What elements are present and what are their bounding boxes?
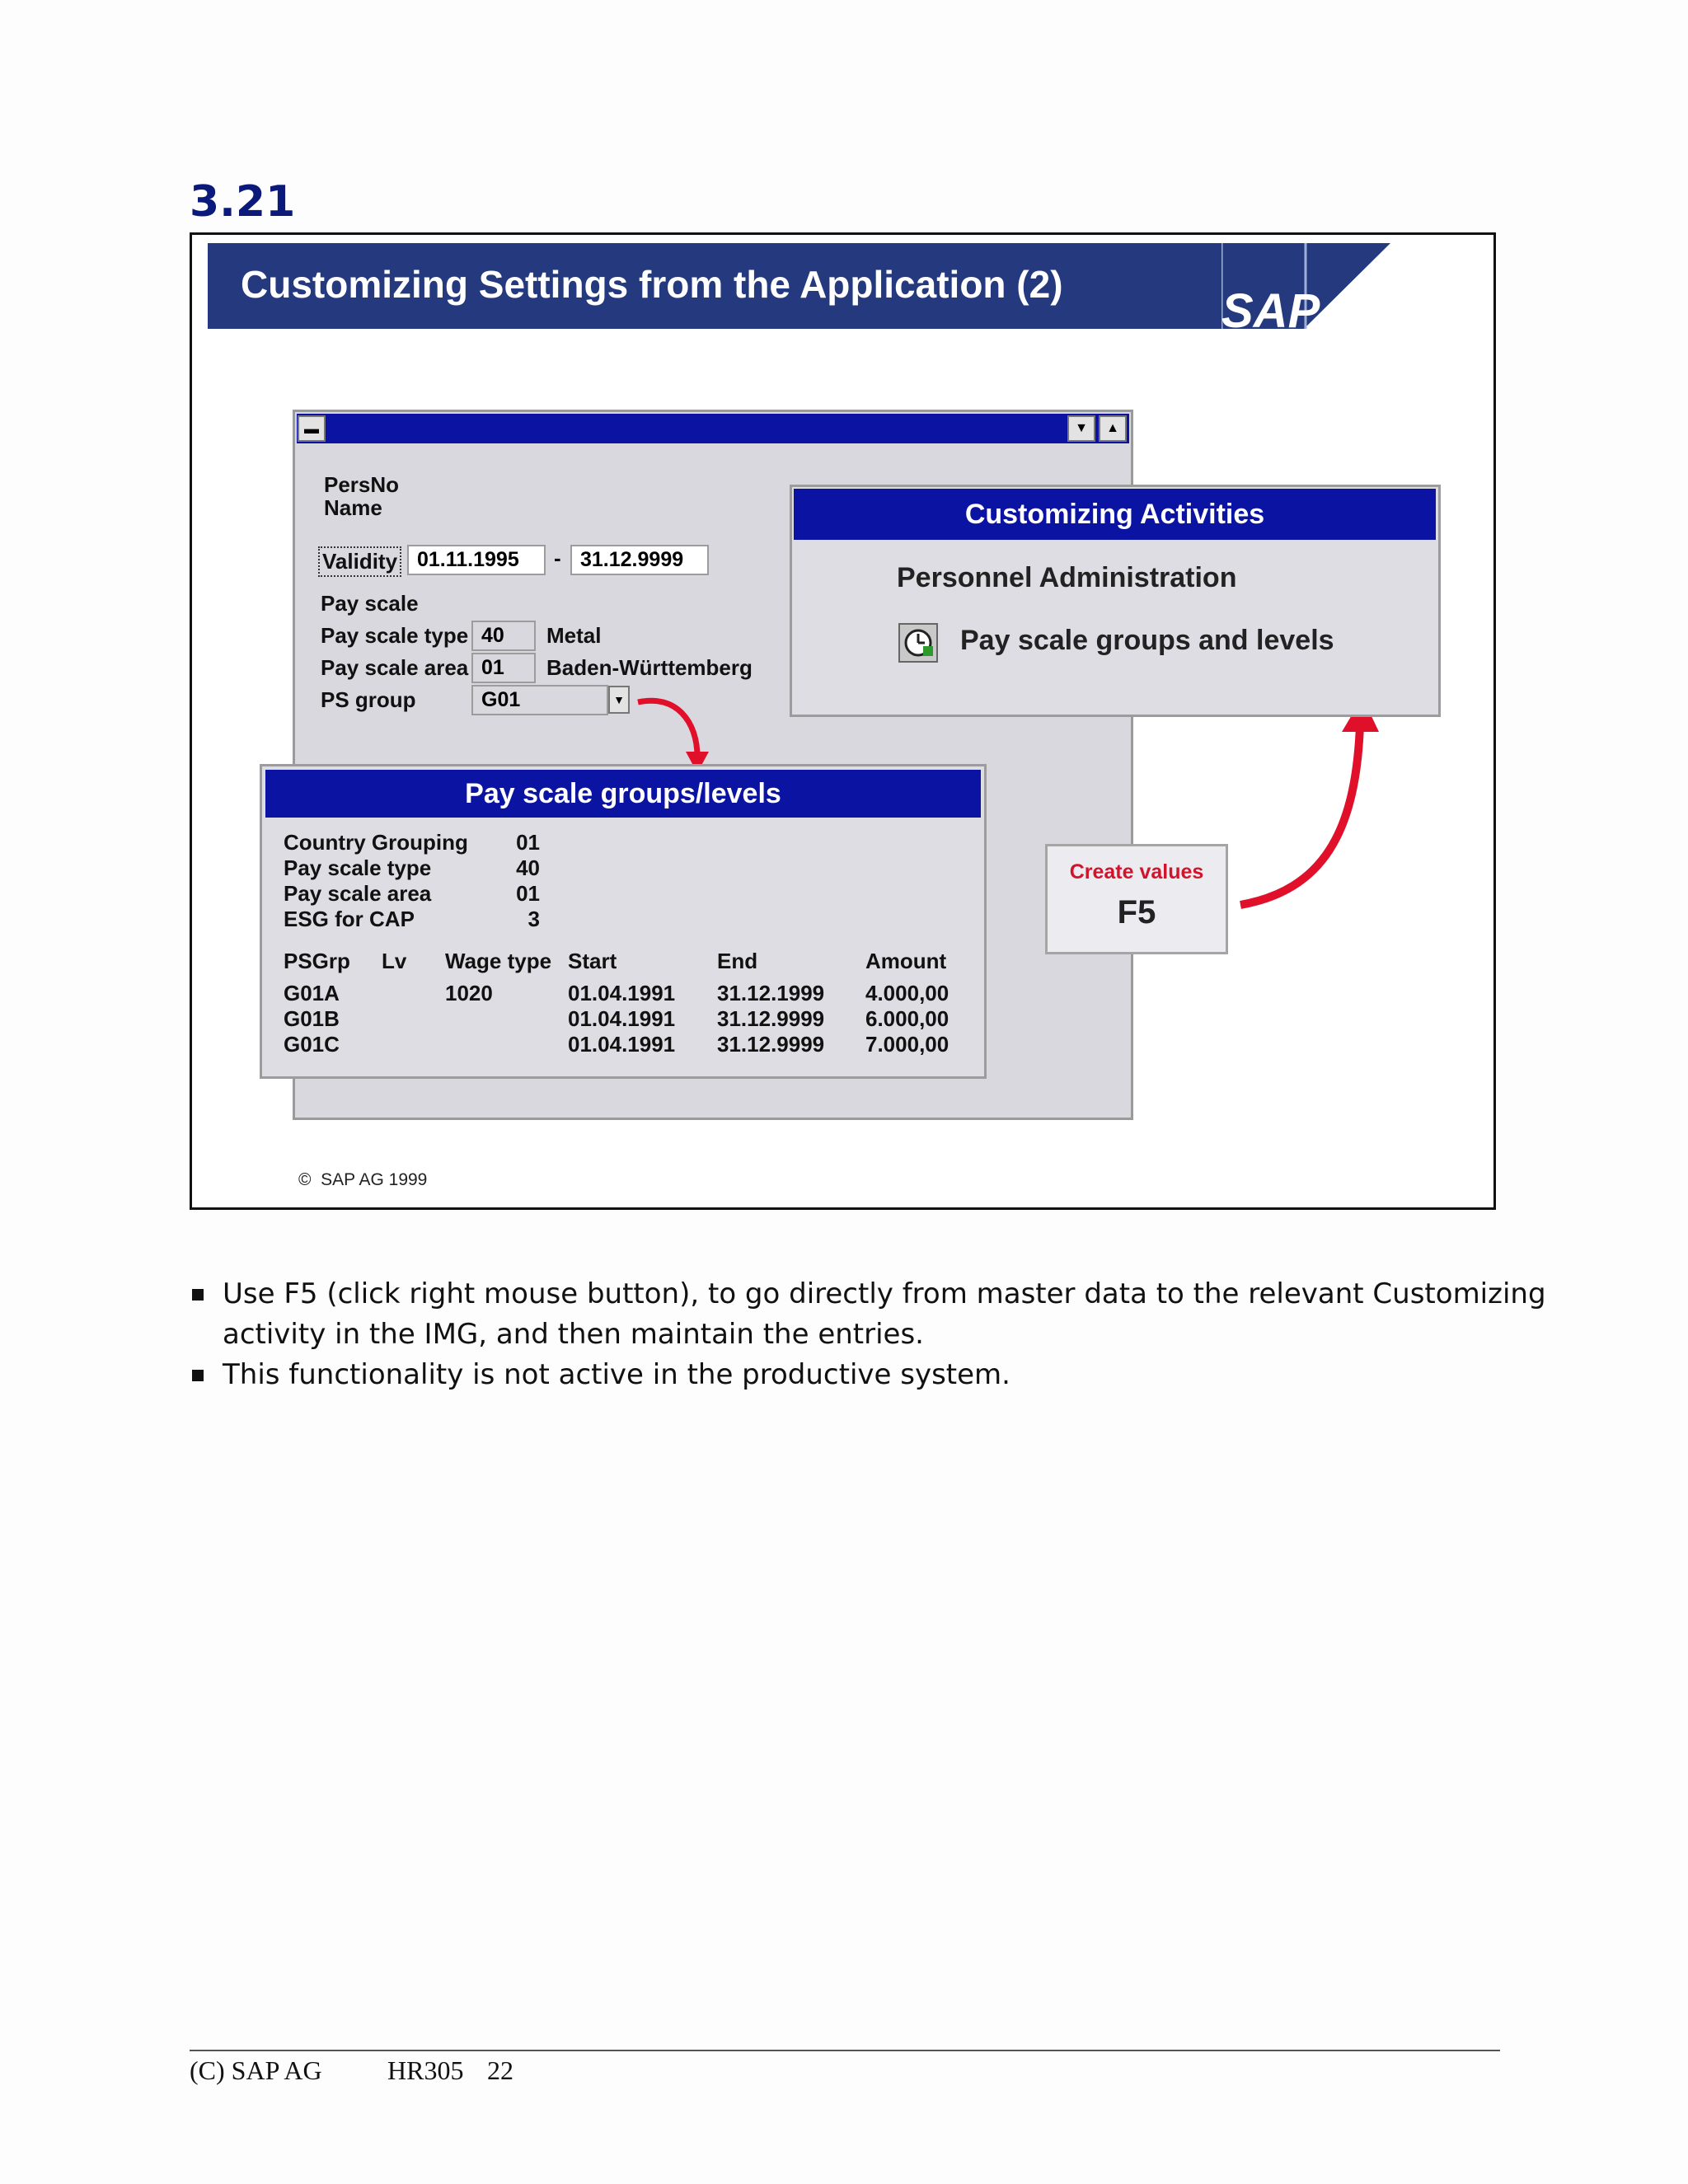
scroll-up-button[interactable]	[1099, 415, 1127, 442]
validity-label: Validity	[318, 546, 401, 577]
valid-to-field[interactable]: 31.12.9999	[570, 545, 709, 575]
pay-scale-area-label: Pay scale area	[321, 655, 469, 680]
minus-icon: ▬	[304, 419, 319, 437]
window-titlebar	[297, 414, 1129, 443]
persno-label: PersNo	[324, 472, 400, 497]
execute-clock-icon[interactable]	[898, 623, 938, 663]
bullet-line: Use F5 (click right mouse button), to go directly from master data to the relevant Customizing	[223, 1277, 1546, 1310]
column-header: End	[717, 949, 758, 973]
pay-scale-area-field[interactable]: 01	[471, 653, 536, 683]
slide-copyright	[298, 1170, 427, 1190]
amount-cell: 7.000,00	[865, 1032, 950, 1057]
triangle-down-icon: ▼	[1075, 421, 1088, 435]
customizing-popup-title: Customizing Activities	[964, 498, 1265, 530]
pay-scale-type-label: Pay scale type	[321, 623, 469, 648]
info-value: 01	[516, 881, 540, 906]
slide-title: Customizing Settings from the Application (2)	[241, 263, 1063, 306]
arrow-to-payscale-popup	[626, 676, 725, 775]
valid-from-field[interactable]: 01.11.1995	[407, 545, 546, 575]
info-label: ESG for CAP	[284, 907, 415, 931]
table-row[interactable]	[284, 981, 959, 1005]
ps-group-label: PS group	[321, 687, 416, 712]
info-value: 40	[516, 855, 540, 880]
f5-key-label: F5	[1117, 894, 1156, 930]
table-row[interactable]	[284, 1006, 959, 1031]
scroll-down-button[interactable]	[1067, 415, 1095, 442]
section-number: 3.21	[190, 177, 296, 227]
ps-group-field[interactable]: G01	[471, 685, 608, 715]
bullet-square	[192, 1370, 204, 1381]
end-cell: 31.12.9999	[717, 1032, 825, 1057]
info-label: Pay scale area	[284, 881, 432, 906]
pay-scale-type-text: Metal	[546, 623, 602, 648]
footer-copyright: (C) SAP AG	[190, 2055, 322, 2085]
wage-type-cell: 1020	[445, 981, 493, 1005]
amount-cell: 4.000,00	[865, 981, 950, 1005]
name-label: Name	[324, 495, 382, 520]
copyright-symbol: ©	[298, 1170, 312, 1189]
start-cell: 01.04.1991	[568, 1006, 676, 1031]
pay-scale-groups-activity[interactable]: Pay scale groups and levels	[960, 625, 1334, 656]
column-header: Start	[568, 949, 617, 973]
start-cell: 01.04.1991	[568, 981, 676, 1005]
footer-page-number: 22	[487, 2055, 513, 2085]
bullet-text	[223, 1274, 1546, 1355]
pay-scale-area-text: Baden-Württemberg	[546, 655, 753, 680]
triangle-up-icon: ▲	[1106, 421, 1119, 435]
column-header: PSGrp	[284, 949, 350, 973]
bullet-text: This functionality is not active in the productive system.	[223, 1358, 1010, 1391]
psgrp-cell: G01C	[284, 1032, 340, 1057]
bullet-square	[192, 1289, 204, 1301]
info-value: 3	[528, 907, 540, 931]
pay-scale-type-field[interactable]: 40	[471, 621, 536, 651]
footer-course: HR305	[387, 2055, 464, 2085]
chevron-down-icon: ▼	[613, 693, 625, 706]
sap-logo-text: SAP	[1221, 284, 1320, 329]
info-label: Pay scale type	[284, 855, 432, 880]
sap-logo	[1221, 243, 1396, 329]
column-header: Wage type	[445, 949, 552, 973]
table-row[interactable]	[284, 1032, 959, 1057]
info-value: 01	[516, 830, 540, 855]
pay-scale-heading: Pay scale	[321, 591, 419, 616]
start-cell: 01.04.1991	[568, 1032, 676, 1057]
payscale-popup-title: Pay scale groups/levels	[465, 777, 781, 809]
window-control-menu-button[interactable]	[298, 415, 326, 442]
column-header: Lv	[382, 949, 407, 973]
date-separator: -	[554, 546, 561, 570]
end-cell: 31.12.1999	[717, 981, 825, 1005]
psgrp-cell: G01B	[284, 1006, 340, 1031]
bullet-line: activity in the IMG, and then maintain the entries.	[223, 1318, 924, 1351]
create-values-label: Create values	[1069, 860, 1204, 883]
info-label: Country Grouping	[284, 830, 468, 855]
arrow-to-customizing-popup	[1232, 692, 1389, 923]
personnel-administration-node: Personnel Administration	[897, 562, 1237, 593]
footer-divider	[190, 2050, 1500, 2051]
psgrp-cell: G01A	[284, 981, 340, 1005]
end-cell: 31.12.9999	[717, 1006, 825, 1031]
amount-cell: 6.000,00	[865, 1006, 950, 1031]
copyright-text: SAP AG 1999	[321, 1170, 428, 1189]
column-header: Amount	[865, 949, 947, 973]
